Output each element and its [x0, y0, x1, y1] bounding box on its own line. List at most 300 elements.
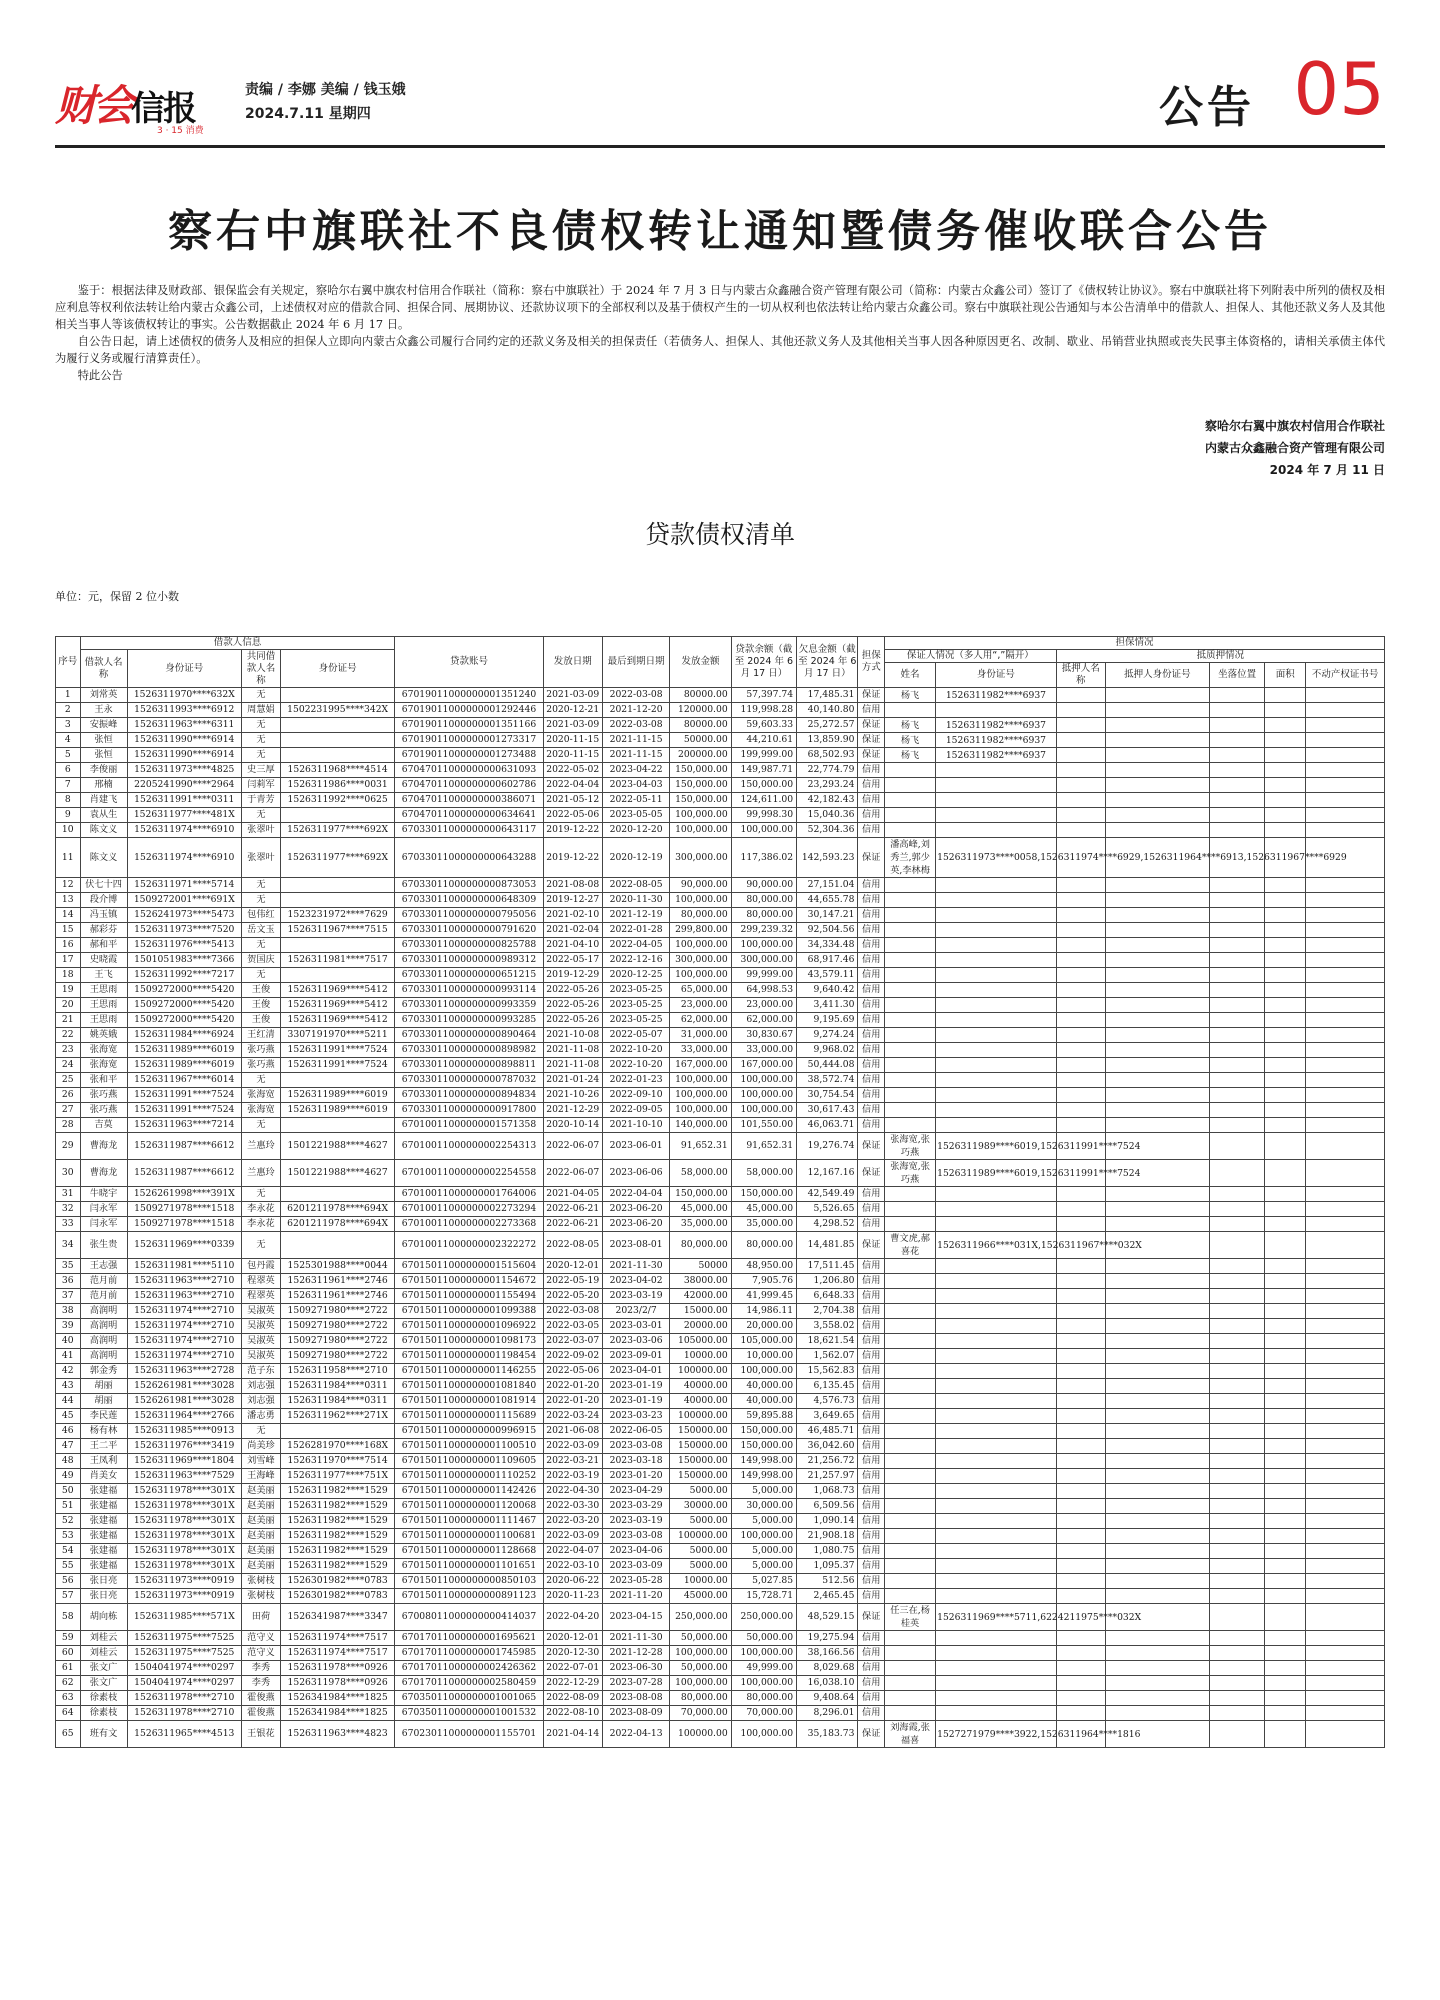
- header-guarantee-type: 担保方式: [858, 637, 885, 688]
- cell-account: 67015011000000001101651: [395, 1559, 543, 1574]
- cell-collateral-empty: [1056, 1631, 1105, 1646]
- cell-co-id-no: 3307191970****5211: [280, 1028, 395, 1043]
- cell-account: 67015011000000001081840: [395, 1379, 543, 1394]
- cell-interest: 46,485.71: [797, 1424, 858, 1439]
- cell-collateral-empty: [1105, 1559, 1209, 1574]
- cell-collateral-empty: [1210, 1304, 1265, 1319]
- cell-account: 67019011000000001273317: [395, 733, 543, 748]
- cell-id-no: 1526311981****5110: [127, 1259, 241, 1274]
- cell-collateral-empty: [1056, 1043, 1105, 1058]
- table-row: [56, 1379, 1385, 1394]
- cell-due-date: 2022-06-05: [602, 1424, 669, 1439]
- cell-amount: 20000.00: [670, 1319, 731, 1334]
- cell-amount: 45000.00: [670, 1589, 731, 1604]
- table-row: [56, 1469, 1385, 1484]
- cell-collateral-empty: [1210, 1334, 1265, 1349]
- cell-id-no: 1526311974****2710: [127, 1334, 241, 1349]
- cell-borrower-name: 胡丽: [80, 1379, 127, 1394]
- cell-collateral-empty: [1306, 1103, 1385, 1118]
- cell-collateral-empty: [1105, 1058, 1209, 1073]
- cell-seq: 27: [56, 1103, 81, 1118]
- cell-due-date: 2023-04-15: [602, 1604, 669, 1631]
- cell-guarantor-id: 1526311982****6937: [936, 748, 1057, 763]
- cell-balance: 40,000.00: [731, 1394, 796, 1409]
- cell-due-date: 2023/2/7: [602, 1304, 669, 1319]
- cell-co-borrower: 张海宽: [242, 1103, 281, 1118]
- cell-collateral-empty: [1210, 1646, 1265, 1661]
- cell-guarantor-name: [885, 703, 936, 718]
- cell-collateral-empty: [1105, 983, 1209, 998]
- cell-collateral-empty: [1210, 908, 1265, 923]
- cell-guarantee-type: 信用: [858, 1043, 885, 1058]
- cell-account: 67033011000000000989312: [395, 953, 543, 968]
- cell-id-no: 1526311978****301X: [127, 1559, 241, 1574]
- table-row: [56, 1103, 1385, 1118]
- cell-co-id-no: 1509271980****2722: [280, 1349, 395, 1364]
- masthead: [55, 47, 1385, 145]
- cell-account: 67010011000000002254558: [395, 1160, 543, 1187]
- cell-collateral-empty: [1210, 1691, 1265, 1706]
- cell-collateral-empty: [1105, 1118, 1209, 1133]
- cell-collateral-empty: [1306, 878, 1385, 893]
- cell-account: 67033011000000000795056: [395, 908, 543, 923]
- cell-co-id-no: 1525301988****0044: [280, 1259, 395, 1274]
- cell-guarantor-name: [885, 1187, 936, 1202]
- cell-collateral-empty: [1210, 1349, 1265, 1364]
- cell-guarantor-name: [885, 953, 936, 968]
- cell-co-borrower: 王银花: [242, 1721, 281, 1748]
- cell-due-date: 2020-12-25: [602, 968, 669, 983]
- logo-subtitle: 3 · 15 消费: [157, 126, 204, 136]
- table-row: [56, 953, 1385, 968]
- cell-interest: 44,655.78: [797, 893, 858, 908]
- cell-collateral-empty: [1265, 1544, 1306, 1559]
- cell-co-borrower: 李永花: [242, 1217, 281, 1232]
- table-row: [56, 718, 1385, 733]
- cell-due-date: 2023-08-08: [602, 1691, 669, 1706]
- cell-interest: 142,593.23: [797, 838, 858, 878]
- cell-issue-date: 2022-01-20: [543, 1394, 602, 1409]
- cell-guarantor-name: 潘高峰,刘秀兰,郭少英,李林梅: [885, 838, 936, 878]
- cell-borrower-name: 郝彩芬: [80, 923, 127, 938]
- cell-guarantor-id: [936, 1529, 1057, 1544]
- cell-collateral-empty: [1210, 1160, 1265, 1187]
- cell-borrower-name: 李俊丽: [80, 763, 127, 778]
- signatory-2: 内蒙古众鑫融合资产管理有限公司: [1204, 441, 1385, 455]
- cell-collateral-empty: [1265, 1028, 1306, 1043]
- cell-guarantor-name: [885, 1013, 936, 1028]
- cell-issue-date: 2022-04-30: [543, 1484, 602, 1499]
- cell-amount: 150,000.00: [670, 763, 731, 778]
- cell-collateral-empty: [1105, 1691, 1209, 1706]
- cell-issue-date: 2022-05-26: [543, 998, 602, 1013]
- cell-due-date: 2021-10-10: [602, 1118, 669, 1133]
- cell-co-borrower: 范守义: [242, 1631, 281, 1646]
- cell-amount: 50000.00: [670, 733, 731, 748]
- cell-guarantee-type: 信用: [858, 1661, 885, 1676]
- cell-account: 67047011000000000386071: [395, 793, 543, 808]
- cell-collateral-empty: [1105, 1319, 1209, 1334]
- table-row: [56, 1073, 1385, 1088]
- cell-collateral-empty: [1056, 1661, 1105, 1676]
- cell-account: 67033011000000000643288: [395, 838, 543, 878]
- cell-id-no: 1526311963****7529: [127, 1469, 241, 1484]
- cell-collateral-empty: [1306, 1559, 1385, 1574]
- cell-collateral-empty: [1265, 1631, 1306, 1646]
- table-row: [56, 1514, 1385, 1529]
- cell-guarantor-name: [885, 1544, 936, 1559]
- cell-account: 67015011000000001110252: [395, 1469, 543, 1484]
- cell-co-borrower: 王俊: [242, 998, 281, 1013]
- cell-seq: 15: [56, 923, 81, 938]
- cell-co-id-no: 1526311967****7515: [280, 923, 395, 938]
- cell-guarantor-id: 1527271979****3922,1526311964****1816: [936, 1721, 1057, 1748]
- cell-account: 67015011000000001155494: [395, 1289, 543, 1304]
- cell-co-id-no: 1526311984****0311: [280, 1394, 395, 1409]
- cell-collateral-empty: [1210, 733, 1265, 748]
- cell-guarantee-type: 信用: [858, 1559, 885, 1574]
- cell-co-id-no: 1526311982****1529: [280, 1559, 395, 1574]
- header-guarantor-group: 保证人情况（多人用“,”隔开）: [885, 650, 1057, 663]
- cell-guarantor-id: [936, 1394, 1057, 1409]
- cell-collateral-empty: [1306, 1721, 1385, 1748]
- cell-borrower-name: 王志强: [80, 1259, 127, 1274]
- cell-collateral-empty: [1105, 968, 1209, 983]
- cell-co-id-no: [280, 688, 395, 703]
- cell-borrower-name: 冯玉镇: [80, 908, 127, 923]
- cell-issue-date: 2022-03-21: [543, 1454, 602, 1469]
- cell-issue-date: 2019-12-22: [543, 838, 602, 878]
- cell-co-borrower: 王红清: [242, 1028, 281, 1043]
- cell-guarantee-type: 信用: [858, 1454, 885, 1469]
- cell-seq: 33: [56, 1217, 81, 1232]
- cell-balance: 100,000.00: [731, 1676, 796, 1691]
- cell-guarantor-id: [936, 968, 1057, 983]
- cell-guarantor-name: 刘海霞,张福喜: [885, 1721, 936, 1748]
- cell-id-no: 1526311978****301X: [127, 1484, 241, 1499]
- cell-guarantor-id: [936, 1217, 1057, 1232]
- cell-id-no: 1526311973****0919: [127, 1574, 241, 1589]
- cell-collateral-empty: [1056, 1574, 1105, 1589]
- cell-amount: 50,000.00: [670, 1631, 731, 1646]
- cell-borrower-name: 张文广: [80, 1661, 127, 1676]
- cell-collateral-empty: [1265, 703, 1306, 718]
- cell-account: 67015011000000000891123: [395, 1589, 543, 1604]
- cell-balance: 64,998.53: [731, 983, 796, 998]
- cell-account: 67015011000000000850103: [395, 1574, 543, 1589]
- cell-collateral-empty: [1056, 748, 1105, 763]
- header-cert-no: 不动产权证书号: [1306, 663, 1385, 688]
- cell-amount: 70,000.00: [670, 1706, 731, 1721]
- cell-due-date: 2022-09-10: [602, 1088, 669, 1103]
- cell-issue-date: 2022-03-09: [543, 1529, 602, 1544]
- cell-guarantee-type: 信用: [858, 1394, 885, 1409]
- cell-collateral-empty: [1306, 1544, 1385, 1559]
- header-amount: 发放金额: [670, 637, 731, 688]
- cell-issue-date: 2020-11-15: [543, 748, 602, 763]
- cell-collateral-empty: [1210, 763, 1265, 778]
- cell-amount: 80,000.00: [670, 1691, 731, 1706]
- cell-borrower-name: 王飞: [80, 968, 127, 983]
- cell-account: 67033011000000000898982: [395, 1043, 543, 1058]
- cell-collateral-empty: [1056, 1544, 1105, 1559]
- cell-balance: 100,000.00: [731, 1721, 796, 1748]
- cell-id-no: 1526311963****2710: [127, 1274, 241, 1289]
- cell-co-id-no: 1509271980****2722: [280, 1319, 395, 1334]
- cell-amount: 300,000.00: [670, 953, 731, 968]
- cell-co-id-no: 1526311963****4823: [280, 1721, 395, 1748]
- cell-amount: 100,000.00: [670, 1088, 731, 1103]
- cell-co-borrower: 赵美丽: [242, 1544, 281, 1559]
- cell-collateral-empty: [1105, 1499, 1209, 1514]
- cell-due-date: 2022-04-13: [602, 1721, 669, 1748]
- cell-co-id-no: 1526281970****168X: [280, 1439, 395, 1454]
- cell-collateral-empty: [1306, 1319, 1385, 1334]
- cell-co-id-no: 1526311961****2746: [280, 1289, 395, 1304]
- table-row: [56, 1088, 1385, 1103]
- cell-due-date: 2023-03-19: [602, 1289, 669, 1304]
- cell-interest: 6,648.33: [797, 1289, 858, 1304]
- cell-id-no: 1509272000****5420: [127, 998, 241, 1013]
- cell-guarantee-type: 信用: [858, 1304, 885, 1319]
- cell-guarantee-type: 信用: [858, 938, 885, 953]
- cell-issue-date: 2022-06-07: [543, 1133, 602, 1160]
- cell-guarantee-type: 信用: [858, 998, 885, 1013]
- cell-co-borrower: 范守义: [242, 1646, 281, 1661]
- cell-issue-date: 2021-11-08: [543, 1043, 602, 1058]
- cell-guarantor-id: [936, 1439, 1057, 1454]
- cell-collateral-empty: [1056, 1274, 1105, 1289]
- cell-guarantor-name: [885, 1409, 936, 1424]
- cell-amount: 120000.00: [670, 703, 731, 718]
- header-mortgagor: 抵押人名称: [1056, 663, 1105, 688]
- cell-due-date: 2023-03-23: [602, 1409, 669, 1424]
- cell-co-borrower: 闫莉军: [242, 778, 281, 793]
- cell-collateral-empty: [1210, 1103, 1265, 1118]
- cell-co-borrower: 兰惠玲: [242, 1133, 281, 1160]
- table-row: [56, 1058, 1385, 1073]
- cell-guarantee-type: 保证: [858, 1721, 885, 1748]
- cell-borrower-name: 张日亮: [80, 1589, 127, 1604]
- cell-collateral-empty: [1306, 998, 1385, 1013]
- cell-collateral-empty: [1210, 1439, 1265, 1454]
- cell-due-date: 2020-12-19: [602, 838, 669, 878]
- table-row: [56, 983, 1385, 998]
- cell-seq: 26: [56, 1088, 81, 1103]
- cell-guarantor-id: [936, 1574, 1057, 1589]
- table-row: [56, 1499, 1385, 1514]
- cell-account: 67015011000000001100510: [395, 1439, 543, 1454]
- table-row: [56, 968, 1385, 983]
- cell-borrower-name: 伏七十四: [80, 878, 127, 893]
- cell-collateral-empty: [1306, 1691, 1385, 1706]
- cell-collateral-empty: [1210, 1088, 1265, 1103]
- cell-collateral-empty: [1265, 1217, 1306, 1232]
- table-row: [56, 1304, 1385, 1319]
- cell-interest: 17,485.31: [797, 688, 858, 703]
- cell-due-date: 2023-06-30: [602, 1661, 669, 1676]
- cell-guarantor-id: [936, 1073, 1057, 1088]
- cell-due-date: 2022-03-08: [602, 718, 669, 733]
- cell-guarantor-id: [936, 1544, 1057, 1559]
- cell-guarantor-id: [936, 763, 1057, 778]
- cell-balance: 300,000.00: [731, 953, 796, 968]
- cell-balance: 45,000.00: [731, 1202, 796, 1217]
- cell-issue-date: 2021-04-05: [543, 1187, 602, 1202]
- cell-co-borrower: 赵美丽: [242, 1499, 281, 1514]
- cell-collateral-empty: [1265, 1574, 1306, 1589]
- cell-amount: 42000.00: [670, 1289, 731, 1304]
- cell-collateral-empty: [1105, 1073, 1209, 1088]
- table-row: [56, 1319, 1385, 1334]
- cell-balance: 80,000.00: [731, 1691, 796, 1706]
- cell-amount: 150000.00: [670, 1439, 731, 1454]
- cell-seq: 40: [56, 1334, 81, 1349]
- cell-guarantor-id: [936, 1013, 1057, 1028]
- cell-amount: 65,000.00: [670, 983, 731, 998]
- cell-collateral-empty: [1056, 1454, 1105, 1469]
- cell-issue-date: 2021-03-09: [543, 688, 602, 703]
- cell-co-id-no: 1526341984****1825: [280, 1706, 395, 1721]
- cell-collateral-empty: [1306, 1259, 1385, 1274]
- cell-collateral-empty: [1210, 778, 1265, 793]
- cell-id-no: 1526311992****7217: [127, 968, 241, 983]
- cell-collateral-empty: [1105, 1631, 1209, 1646]
- cell-borrower-name: 张日亮: [80, 1574, 127, 1589]
- cell-collateral-empty: [1306, 703, 1385, 718]
- cell-interest: 35,183.73: [797, 1721, 858, 1748]
- cell-seq: 36: [56, 1274, 81, 1289]
- cell-seq: 21: [56, 1013, 81, 1028]
- cell-interest: 19,276.74: [797, 1133, 858, 1160]
- cell-collateral-empty: [1056, 1529, 1105, 1544]
- cell-interest: 40,140.80: [797, 703, 858, 718]
- cell-borrower-name: 范月前: [80, 1289, 127, 1304]
- cell-seq: 46: [56, 1424, 81, 1439]
- cell-borrower-name: 胡向栋: [80, 1604, 127, 1631]
- cell-seq: 49: [56, 1469, 81, 1484]
- cell-amount: 80,000.00: [670, 908, 731, 923]
- cell-seq: 56: [56, 1574, 81, 1589]
- cell-interest: 4,576.73: [797, 1394, 858, 1409]
- cell-collateral-empty: [1306, 1043, 1385, 1058]
- cell-interest: 25,272.57: [797, 718, 858, 733]
- cell-co-borrower: 李秀: [242, 1676, 281, 1691]
- cell-collateral-empty: [1306, 968, 1385, 983]
- cell-balance: 30,830.67: [731, 1028, 796, 1043]
- cell-collateral-empty: [1105, 1187, 1209, 1202]
- cell-balance: 62,000.00: [731, 1013, 796, 1028]
- cell-collateral-empty: [1306, 1604, 1385, 1631]
- cell-collateral-empty: [1105, 923, 1209, 938]
- cell-id-no: 1526311991****7524: [127, 1103, 241, 1118]
- cell-account: 67008011000000000414037: [395, 1604, 543, 1631]
- cell-borrower-name: 刘常英: [80, 688, 127, 703]
- cell-co-borrower: 无: [242, 718, 281, 733]
- cell-co-id-no: [280, 1118, 395, 1133]
- cell-co-borrower: 无: [242, 1118, 281, 1133]
- cell-due-date: 2021-12-19: [602, 908, 669, 923]
- cell-issue-date: 2020-12-01: [543, 1259, 602, 1274]
- cell-collateral-empty: [1210, 893, 1265, 908]
- cell-guarantor-name: 杨飞: [885, 748, 936, 763]
- cell-guarantor-name: [885, 998, 936, 1013]
- cell-amount: 100,000.00: [670, 1103, 731, 1118]
- table-row: [56, 938, 1385, 953]
- cell-seq: 53: [56, 1529, 81, 1544]
- cell-guarantee-type: 保证: [858, 838, 885, 878]
- editors-line: 责编 / 李娜 美编 / 钱玉娥: [245, 82, 406, 98]
- cell-guarantor-id: [936, 1187, 1057, 1202]
- cell-interest: 6,509.56: [797, 1499, 858, 1514]
- cell-collateral-empty: [1056, 1349, 1105, 1364]
- cell-borrower-name: 闫永军: [80, 1217, 127, 1232]
- cell-seq: 24: [56, 1058, 81, 1073]
- cell-seq: 65: [56, 1721, 81, 1748]
- table-row: [56, 1274, 1385, 1289]
- cell-issue-date: 2020-06-22: [543, 1574, 602, 1589]
- cell-seq: 22: [56, 1028, 81, 1043]
- cell-account: 67017011000000001745985: [395, 1646, 543, 1661]
- cell-collateral-empty: [1056, 1259, 1105, 1274]
- cell-due-date: 2023-05-25: [602, 998, 669, 1013]
- signatories: [1205, 415, 1385, 481]
- cell-guarantee-type: 保证: [858, 1232, 885, 1259]
- cell-due-date: 2023-04-03: [602, 778, 669, 793]
- cell-amount: 80,000.00: [670, 1232, 731, 1259]
- cell-interest: 23,293.24: [797, 778, 858, 793]
- cell-interest: 18,621.54: [797, 1334, 858, 1349]
- cell-id-no: 1526311963****6311: [127, 718, 241, 733]
- cell-account: 67047011000000000602786: [395, 778, 543, 793]
- cell-seq: 42: [56, 1364, 81, 1379]
- cell-borrower-name: 肖建飞: [80, 793, 127, 808]
- cell-amount: 15000.00: [670, 1304, 731, 1319]
- cell-guarantee-type: 信用: [858, 1631, 885, 1646]
- cell-collateral-empty: [1105, 748, 1209, 763]
- cell-collateral-empty: [1210, 1028, 1265, 1043]
- cell-amount: 50,000.00: [670, 1661, 731, 1676]
- cell-guarantor-name: [885, 1424, 936, 1439]
- cell-collateral-empty: [1306, 1484, 1385, 1499]
- cell-guarantee-type: 信用: [858, 1574, 885, 1589]
- cell-balance: 149,998.00: [731, 1454, 796, 1469]
- cell-collateral-empty: [1056, 1187, 1105, 1202]
- cell-borrower-name: 邢楠: [80, 778, 127, 793]
- cell-guarantee-type: 信用: [858, 1202, 885, 1217]
- cell-due-date: 2023-05-25: [602, 1013, 669, 1028]
- cell-balance: 101,550.00: [731, 1118, 796, 1133]
- cell-guarantor-id: [936, 1631, 1057, 1646]
- cell-guarantor-id: [936, 1661, 1057, 1676]
- cell-co-borrower: 田荷: [242, 1604, 281, 1631]
- cell-borrower-name: 曹海龙: [80, 1133, 127, 1160]
- cell-seq: 10: [56, 823, 81, 838]
- header-borrower-name: 借款人名称: [80, 650, 127, 688]
- cell-collateral-empty: [1265, 763, 1306, 778]
- cell-collateral-empty: [1306, 1646, 1385, 1661]
- cell-guarantee-type: 保证: [858, 1160, 885, 1187]
- cell-due-date: 2023-04-06: [602, 1544, 669, 1559]
- notice-body: [55, 282, 1385, 384]
- cell-borrower-name: 段介博: [80, 893, 127, 908]
- cell-amount: 150000.00: [670, 1424, 731, 1439]
- cell-guarantee-type: 信用: [858, 1187, 885, 1202]
- cell-guarantee-type: 保证: [858, 688, 885, 703]
- cell-collateral-empty: [1265, 1058, 1306, 1073]
- cell-interest: 38,572.74: [797, 1073, 858, 1088]
- cell-due-date: 2020-12-20: [602, 823, 669, 838]
